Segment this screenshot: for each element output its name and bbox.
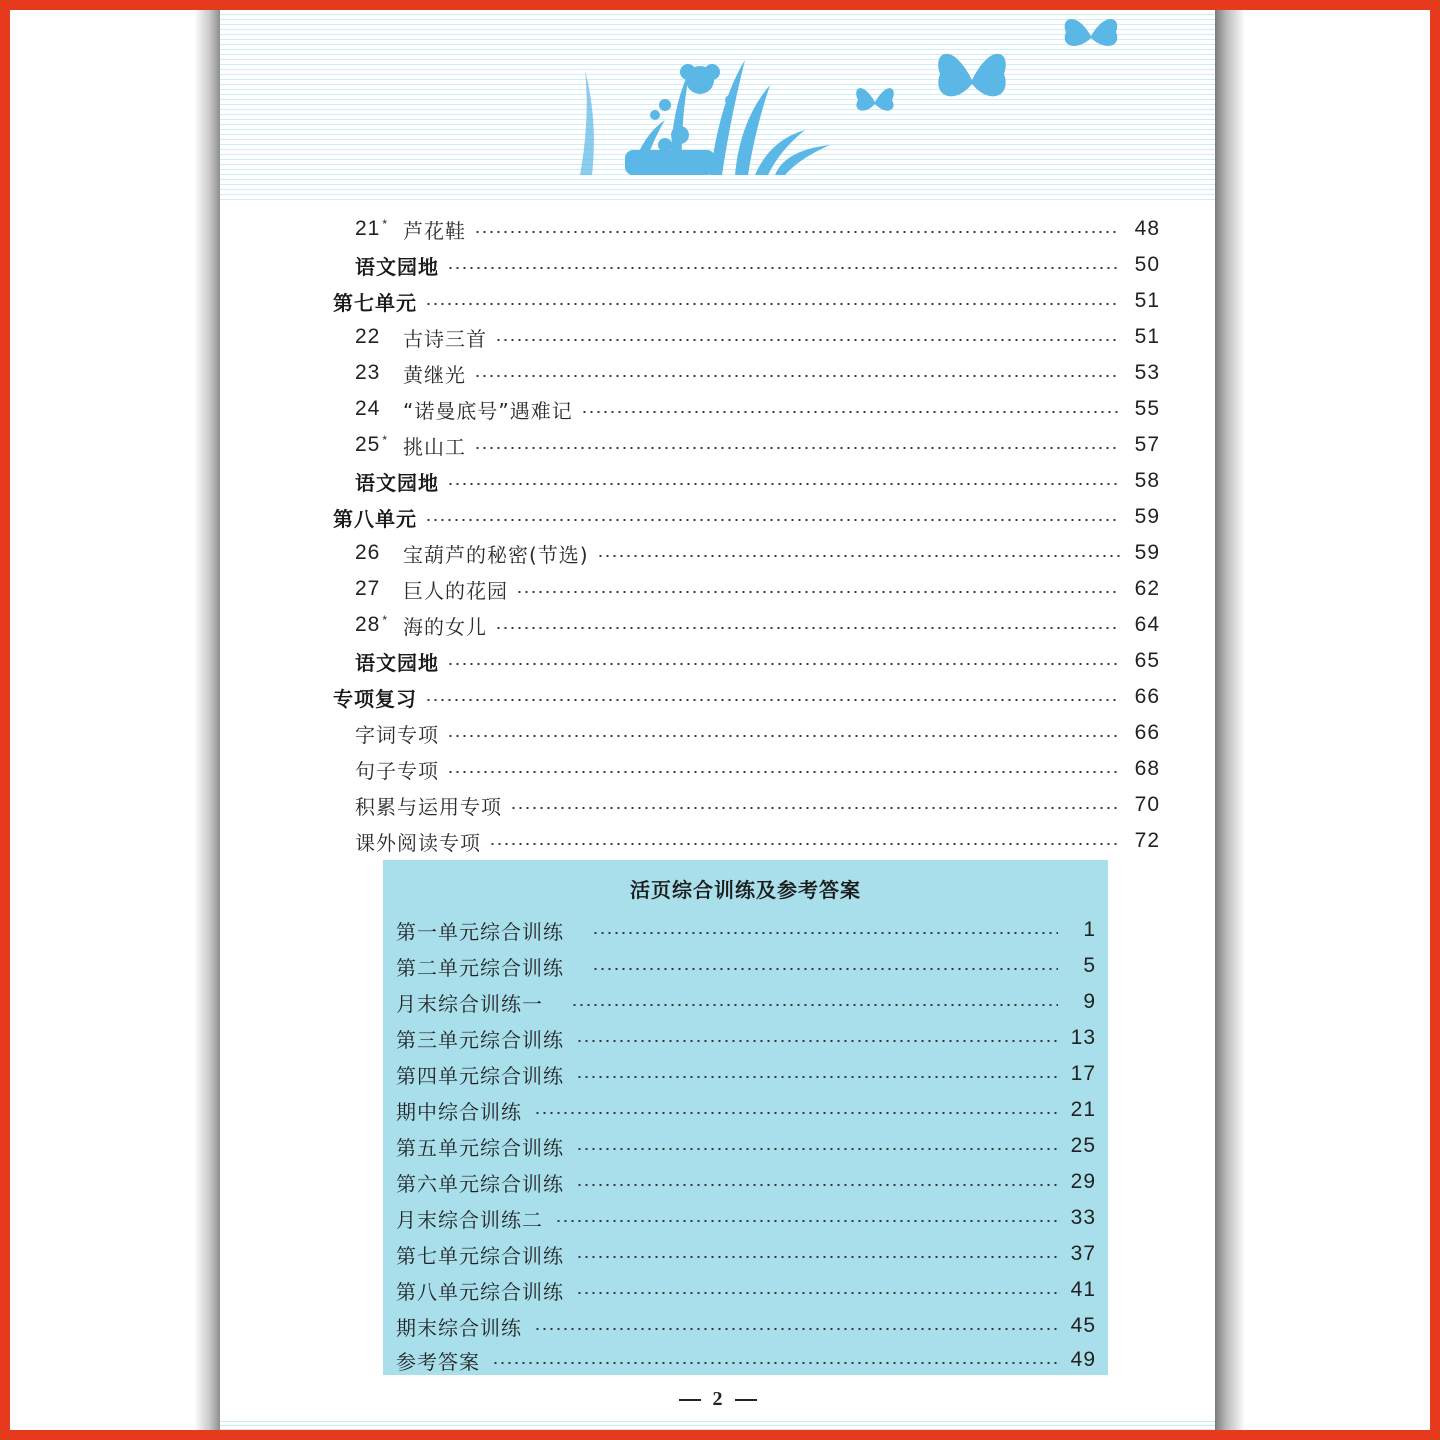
leader-dots <box>576 1256 1058 1258</box>
leader-dots <box>474 375 1120 377</box>
entry-title: 专项复习 <box>333 686 417 711</box>
page-number: 65 <box>1134 649 1160 672</box>
leader-dots <box>516 591 1120 593</box>
appendix-title: 活页综合训练及参考答案 <box>630 878 861 902</box>
appendix-entry[interactable] <box>396 1167 1096 1197</box>
leader-dots <box>576 1184 1058 1186</box>
appendix-entry[interactable] <box>396 1311 1096 1341</box>
page-number: 72 <box>1134 829 1160 852</box>
butterfly-top-icon <box>1060 10 1122 56</box>
lesson-number: 28 * <box>355 613 389 636</box>
entry-title: 第七单元综合训练 <box>396 1243 564 1268</box>
lesson-number: 22 <box>355 325 381 348</box>
toc-unit-heading[interactable] <box>333 682 1160 712</box>
appendix-entry[interactable] <box>396 951 1096 981</box>
leader-dots <box>510 807 1120 809</box>
entry-title: 第五单元综合训练 <box>396 1135 564 1160</box>
leader-dots <box>447 267 1120 269</box>
toc-entry[interactable] <box>355 538 1160 568</box>
butterfly-small-icon <box>852 80 898 122</box>
entry-title: 语文园地 <box>355 650 439 675</box>
leader-dots <box>425 699 1120 701</box>
book-page <box>220 10 1215 1430</box>
lesson-number: 23 <box>355 361 381 384</box>
lesson-number: 21 * <box>355 217 389 240</box>
entry-title: 海的女儿 <box>403 614 487 639</box>
page-number: 45 <box>1070 1314 1096 1337</box>
page-number: 25 <box>1070 1134 1096 1157</box>
footer-dash-right <box>735 1399 757 1401</box>
toc-unit-heading[interactable] <box>333 502 1160 532</box>
entry-title: 期末综合训练 <box>396 1315 522 1340</box>
page-number: 9 <box>1083 990 1096 1013</box>
toc-entry[interactable] <box>355 394 1160 424</box>
entry-title: 第七单元 <box>333 290 417 315</box>
appendix-entry[interactable] <box>396 1095 1096 1125</box>
footer-lined-band <box>220 1418 1215 1430</box>
toc-entry[interactable] <box>355 790 1160 820</box>
leader-dots <box>534 1112 1058 1114</box>
leader-dots <box>489 843 1120 845</box>
appendix-entry[interactable] <box>396 1131 1096 1161</box>
leader-dots <box>495 627 1120 629</box>
page-footer <box>220 1388 1215 1411</box>
appendix-entry[interactable] <box>396 1347 1096 1373</box>
page-number: 1 <box>1083 918 1096 941</box>
leader-dots <box>447 663 1120 665</box>
leader-dots <box>474 447 1120 449</box>
page-number: 68 <box>1134 757 1160 780</box>
appendix-entry[interactable] <box>396 987 1096 1017</box>
page-number: 50 <box>1134 253 1160 276</box>
page-number: 58 <box>1134 469 1160 492</box>
entry-title: 第一单元综合训练 <box>396 919 564 944</box>
leader-dots <box>597 555 1120 557</box>
toc-entry[interactable] <box>355 718 1160 748</box>
entry-title: 巨人的花园 <box>403 578 508 603</box>
page-number: 66 <box>1134 685 1160 708</box>
appendix-entry[interactable] <box>396 1059 1096 1089</box>
page-number: 51 <box>1134 325 1160 348</box>
page-number: 41 <box>1070 1278 1096 1301</box>
entry-title: 课外阅读专项 <box>355 830 481 855</box>
page-number: 57 <box>1134 433 1160 456</box>
toc-entry[interactable] <box>355 754 1160 784</box>
leader-dots <box>425 519 1120 521</box>
page-number: 51 <box>1134 289 1160 312</box>
footer-page-number: 2 <box>712 1388 723 1410</box>
page-number: 37 <box>1070 1242 1096 1265</box>
entry-title: 语文园地 <box>355 254 439 279</box>
leader-dots <box>576 1292 1058 1294</box>
page-number: 21 <box>1070 1098 1096 1121</box>
toc-unit-heading[interactable] <box>333 286 1160 316</box>
toc-entry[interactable] <box>355 214 1160 244</box>
leader-dots <box>576 1040 1058 1042</box>
entry-title: 第三单元综合训练 <box>396 1027 564 1052</box>
toc-entry[interactable] <box>355 250 1160 280</box>
leader-dots <box>474 231 1120 233</box>
toc-entry[interactable] <box>355 466 1160 496</box>
entry-title: 第四单元综合训练 <box>396 1063 564 1088</box>
entry-title: 句子专项 <box>355 758 439 783</box>
entry-title: 月末综合训练一 <box>396 991 543 1016</box>
entry-title: 挑山工 <box>403 434 466 459</box>
appendix-entry[interactable] <box>396 915 1096 945</box>
leader-dots <box>581 411 1120 413</box>
entry-title: 黄继光 <box>403 362 466 387</box>
entry-title: “诺曼底号”遇难记 <box>403 398 573 423</box>
page-number: 70 <box>1134 793 1160 816</box>
entry-title: 参考答案 <box>396 1349 480 1374</box>
leader-dots <box>571 1004 1058 1006</box>
entry-title: 第六单元综合训练 <box>396 1171 564 1196</box>
toc-entry[interactable] <box>355 358 1160 388</box>
page-number: 29 <box>1070 1170 1096 1193</box>
leader-dots <box>576 1076 1058 1078</box>
book-spine-shadow <box>194 10 220 1430</box>
leader-dots <box>492 1362 1058 1364</box>
page-number: 33 <box>1070 1206 1096 1229</box>
lesson-number: 24 <box>355 397 381 420</box>
entry-title: 第二单元综合训练 <box>396 955 564 980</box>
page-number: 53 <box>1134 361 1160 384</box>
entry-title: 宝葫芦的秘密(节选) <box>403 542 589 567</box>
leader-dots <box>576 1148 1058 1150</box>
footer-dash-left <box>679 1399 701 1401</box>
page-number: 13 <box>1070 1026 1096 1049</box>
lesson-number: 27 <box>355 577 381 600</box>
page-number: 5 <box>1083 954 1096 977</box>
entry-title: 期中综合训练 <box>396 1099 522 1124</box>
leader-dots <box>495 339 1120 341</box>
page-number: 59 <box>1134 541 1160 564</box>
page-number: 55 <box>1134 397 1160 420</box>
toc-entry[interactable] <box>355 322 1160 352</box>
entry-title: 芦花鞋 <box>403 218 466 243</box>
page-number: 64 <box>1134 613 1160 636</box>
entry-title: 字词专项 <box>355 722 439 747</box>
page-number: 66 <box>1134 721 1160 744</box>
lesson-number: 25 * <box>355 433 389 456</box>
appendix-entry[interactable] <box>396 1275 1096 1305</box>
entry-title: 第八单元 <box>333 506 417 531</box>
appendix-box <box>383 860 1108 1375</box>
toc-entry[interactable] <box>355 610 1160 640</box>
appendix-entry[interactable] <box>396 1203 1096 1233</box>
appendix-entry[interactable] <box>396 1023 1096 1053</box>
page-number: 48 <box>1134 217 1160 240</box>
butterfly-large-icon <box>932 40 1012 116</box>
page-number: 49 <box>1070 1348 1096 1371</box>
toc-entry[interactable] <box>355 646 1160 676</box>
page-number: 17 <box>1070 1062 1096 1085</box>
leader-dots <box>592 932 1058 934</box>
leader-dots <box>447 483 1120 485</box>
entry-title: 语文园地 <box>355 470 439 495</box>
leader-dots <box>592 968 1058 970</box>
toc-entry[interactable] <box>355 826 1160 856</box>
entry-title: 古诗三首 <box>403 326 487 351</box>
leader-dots <box>447 771 1120 773</box>
page-edge-shadow <box>1215 10 1245 1430</box>
entry-title: 第八单元综合训练 <box>396 1279 564 1304</box>
toc-entry[interactable] <box>355 430 1160 460</box>
entry-title: 积累与运用专项 <box>355 794 502 819</box>
grass-flower-illustration <box>570 50 850 180</box>
entry-title: 月末综合训练二 <box>396 1207 543 1232</box>
page-number: 59 <box>1134 505 1160 528</box>
leader-dots <box>425 303 1120 305</box>
page-number: 62 <box>1134 577 1160 600</box>
appendix-entry[interactable] <box>396 1239 1096 1269</box>
leader-dots <box>534 1328 1058 1330</box>
leader-dots <box>555 1220 1058 1222</box>
toc-entry[interactable] <box>355 574 1160 604</box>
leader-dots <box>447 735 1120 737</box>
lesson-number: 26 <box>355 541 381 564</box>
